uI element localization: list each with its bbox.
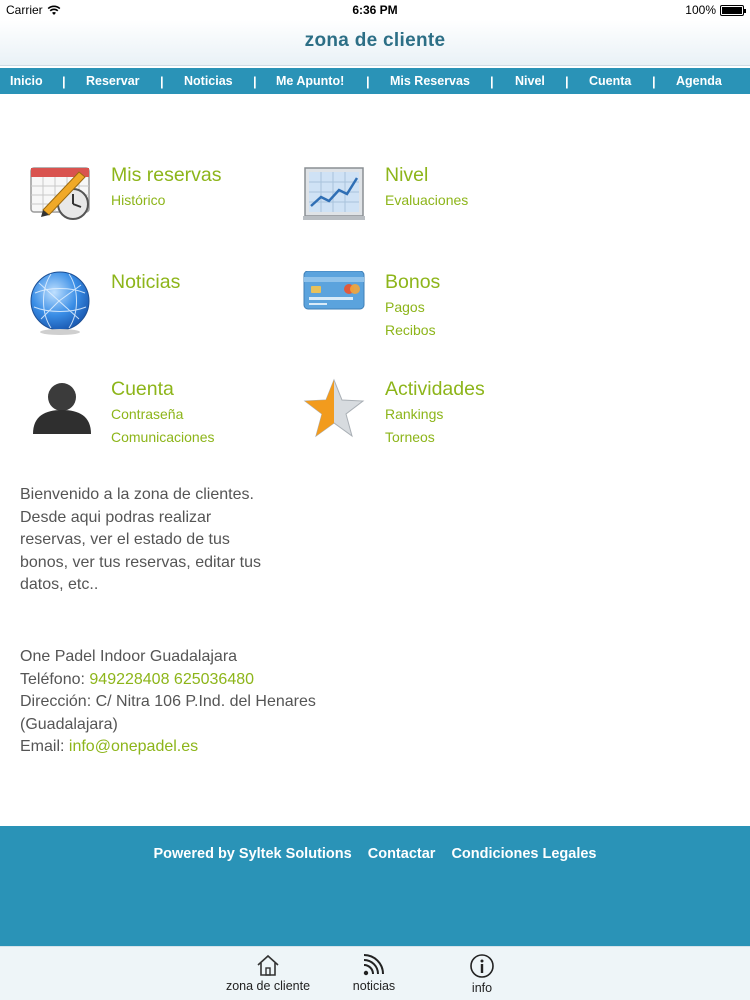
nav-separator: | [490,73,494,89]
tab-noticias[interactable] [324,953,424,993]
link-rankings[interactable]: Rankings [385,406,444,422]
home-icon [255,953,281,977]
phone-row [20,669,340,692]
email-link[interactable]: info@onepadel.es [68,738,199,755]
address-value: C/ Nitra 106 P.Ind. del Henares (Guadalajara) [20,693,316,733]
nav-separator: | [62,73,66,89]
carrier-label: Carrier [6,3,43,17]
tab-bar [0,946,750,1000]
club-name: One Padel Indoor Guadalajara [20,648,238,665]
link-historico[interactable]: Histórico [111,192,166,208]
tile-title[interactable]: Bonos [385,271,441,293]
nav-item-inicio[interactable]: Inicio [10,74,43,88]
nav-item-cuenta[interactable]: Cuenta [589,74,632,88]
tile-title[interactable]: Nivel [385,164,429,186]
nav-item-noticias[interactable]: Noticias [184,74,233,88]
globe-icon[interactable] [29,271,95,337]
rss-icon [361,953,387,977]
credit-card-icon[interactable] [303,271,369,337]
nav-separator: | [565,73,569,89]
nav-separator: | [253,73,257,89]
tile-cuenta [29,378,289,468]
status-time: 6:36 PM [352,3,398,17]
nav-item-mis-reservas[interactable]: Mis Reservas [390,74,470,88]
footer-links [0,846,750,862]
address-label: Dirección: [20,693,92,710]
nav-item-me-apunto[interactable]: Me Apunto! [276,74,345,88]
tile-title[interactable]: Mis reservas [111,164,222,186]
user-icon[interactable] [29,378,95,444]
nav-item-nivel[interactable]: Nivel [515,74,545,88]
tile-nivel [303,164,563,254]
phone-label: Teléfono: [20,670,85,688]
footer [0,826,750,946]
battery-percent: 100% [685,3,716,17]
tile-mis-reservas [29,164,289,254]
tab-zona-de-cliente[interactable] [218,953,318,993]
welcome-text: Bienvenido a la zona de clientes. Desde aqui podras realizar reservas, ver el estado de tus bonos, ver tus reservas, editar tus datos, etc.. [20,486,261,593]
status-bar [0,0,750,20]
link-contrasena[interactable]: Contraseña [111,406,184,422]
email-label: Email: [20,738,65,755]
calendar-clock-icon[interactable] [29,164,95,230]
info-icon [469,953,495,979]
link-comunicaciones[interactable]: Comunicaciones [111,429,215,445]
nav-item-reservar[interactable]: Reservar [86,74,140,88]
address-row [20,691,340,736]
tile-bonos [303,271,563,361]
powered-by-link[interactable]: Powered by Syltek Solutions [153,846,352,862]
star-icon[interactable] [303,378,369,444]
tile-actividades [303,378,563,468]
link-evaluaciones[interactable]: Evaluaciones [385,192,469,208]
link-torneos[interactable]: Torneos [385,429,435,445]
battery-icon [720,5,744,16]
nav-separator: | [160,73,164,89]
page-title: zona de cliente [304,30,446,51]
nav-item-agenda[interactable]: Agenda [676,74,722,88]
condiciones-legales-link[interactable]: Condiciones Legales [451,846,597,862]
tile-title[interactable]: Cuenta [111,378,174,400]
email-row [20,736,340,759]
tile-noticias [29,271,289,361]
link-pagos[interactable]: Pagos [385,299,425,315]
contactar-link[interactable]: Contactar [367,846,436,862]
tab-label: zona de cliente [225,979,311,993]
tab-label: info [471,981,493,995]
top-nav [0,68,750,94]
nav-separator: | [366,73,370,89]
tab-info[interactable] [432,953,532,995]
phone-numbers[interactable]: 949228408 625036480 [89,670,255,688]
contact-info [20,646,340,759]
app-header [0,20,750,66]
tile-title[interactable]: Noticias [111,271,181,293]
nav-separator: | [652,73,656,89]
line-chart-icon[interactable] [303,164,369,230]
link-recibos[interactable]: Recibos [385,322,436,338]
tab-label: noticias [352,979,396,993]
tile-title[interactable]: Actividades [385,378,485,400]
